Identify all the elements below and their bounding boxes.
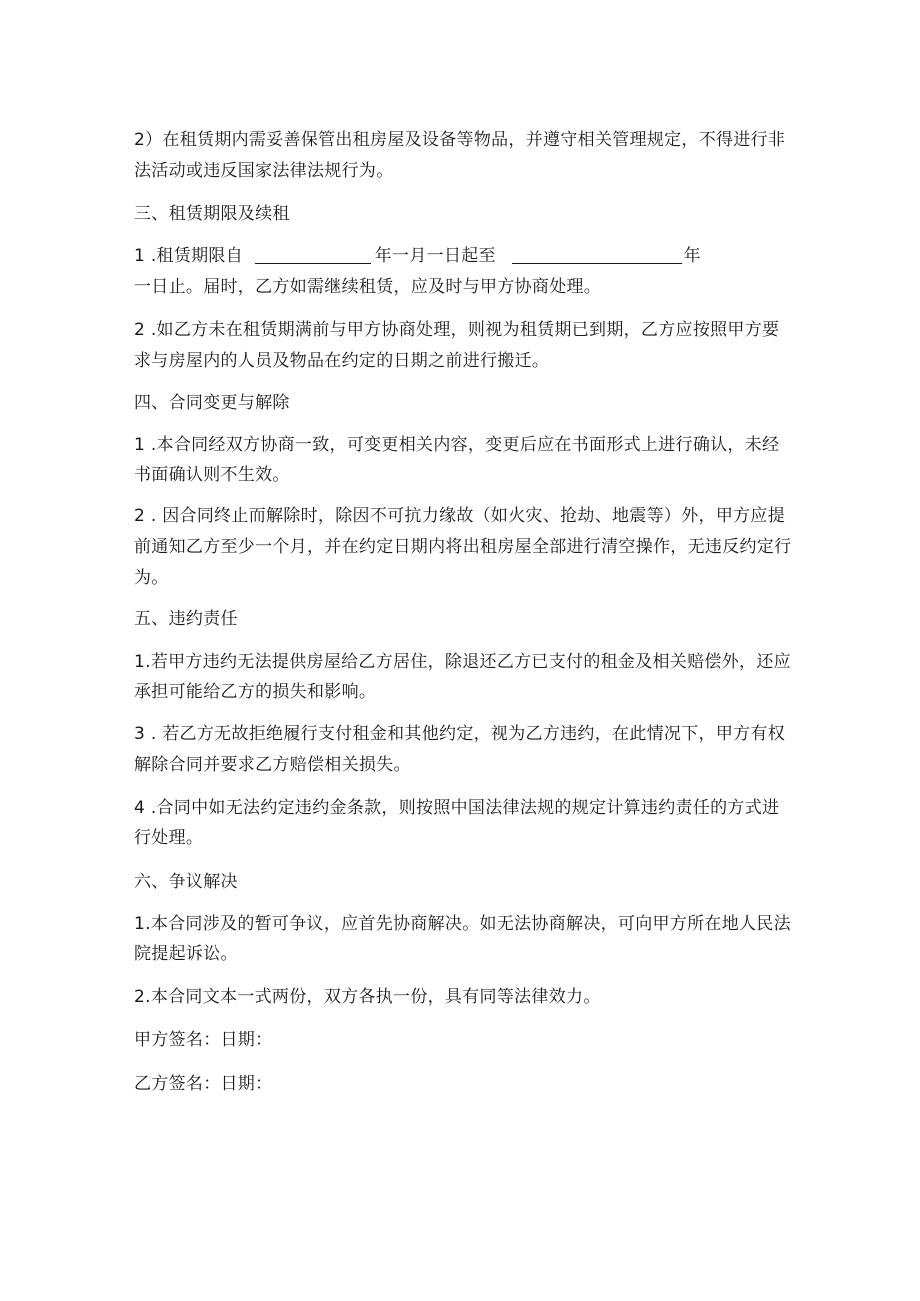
clause-6-2: 2.本合同文本一式两份，双方各执一份，具有同等法律效力。 (134, 987, 601, 1007)
clause-3-1-suffix: 年 (683, 246, 701, 266)
clause-6-1-line-2: 院提起诉讼。 (134, 944, 238, 964)
clause-2-2-line-1: 2）在租赁期内需妥善保管出租房屋及设备等物品，并遵守相关管理规定，不得进行非 (134, 130, 786, 150)
party-b-signature: 乙方签名：日期： (134, 1074, 273, 1094)
clause-4-1-line-2: 书面确认则不生效。 (134, 465, 290, 485)
clause-6-1-line-1: 1.本合同涉及的暂可争议，应首先协商解决。如无法协商解决，可向甲方所在地人民法 (134, 914, 791, 934)
section-3-title: 三、租赁期限及续租 (134, 204, 290, 224)
clause-5-1-line-2: 承担可能给乙方的损失和影响。 (134, 682, 377, 702)
clause-3-1-line-2: 一日止。届时，乙方如需继续租赁，应及时与甲方协商处理。 (134, 277, 602, 297)
clause-5-4-line-2: 行处理。 (134, 828, 204, 848)
clause-5-4-line-1: 4 .合同中如无法约定违约金条款，则按照中国法律法规的规定计算违约责任的方式进 (134, 798, 780, 818)
clause-3-2-line-2: 求与房屋内的人员及物品在约定的日期之前进行搬迁。 (134, 351, 550, 371)
clause-4-2-line-2: 前通知乙方至少一个月，并在约定日期内将出租房屋全部进行清空操作，无违反约定行 (134, 537, 792, 557)
clause-5-3-line-2: 解除合同并要求乙方赔偿相关损失。 (134, 755, 411, 775)
section-5-title: 五、违约责任 (134, 609, 238, 629)
clause-4-1-line-1: 1 .本合同经双方协商一致，可变更相关内容，变更后应在书面形式上进行确认，未经 (134, 435, 780, 455)
clause-4-2-line-1: 2 . 因合同终止而解除时，除因不可抗力缘故（如火灾、抢劫、地震等）外，甲方应提 (134, 506, 786, 526)
clause-3-1-prefix: 1 .租赁期限自 (134, 246, 244, 266)
clause-5-1-line-1: 1.若甲方违约无法提供房屋给乙方居住，除退还乙方已支付的租金及相关赔偿外，还应 (134, 652, 791, 672)
section-4-title: 四、合同变更与解除 (134, 393, 290, 413)
section-6-title: 六、争议解决 (134, 872, 238, 892)
clause-3-1-line-1 (134, 244, 701, 268)
party-a-signature: 甲方签名：日期： (134, 1030, 273, 1050)
clause-3-1-mid: 年一月一日起至 (374, 246, 496, 266)
clause-3-2-line-1: 2 .如乙方未在租赁期满前与甲方协商处理，则视为租赁期已到期，乙方应按照甲方要 (134, 320, 780, 340)
clause-2-2-line-2: 法活动或违反国家法律法规行为。 (134, 161, 394, 181)
clause-5-3-line-1: 3 . 若乙方无故拒绝履行支付租金和其他约定，视为乙方违约，在此情况下，甲方有权 (134, 724, 786, 744)
clause-4-2-line-3: 为。 (134, 568, 169, 588)
end-year-blank (512, 245, 682, 264)
start-year-blank (255, 245, 371, 264)
